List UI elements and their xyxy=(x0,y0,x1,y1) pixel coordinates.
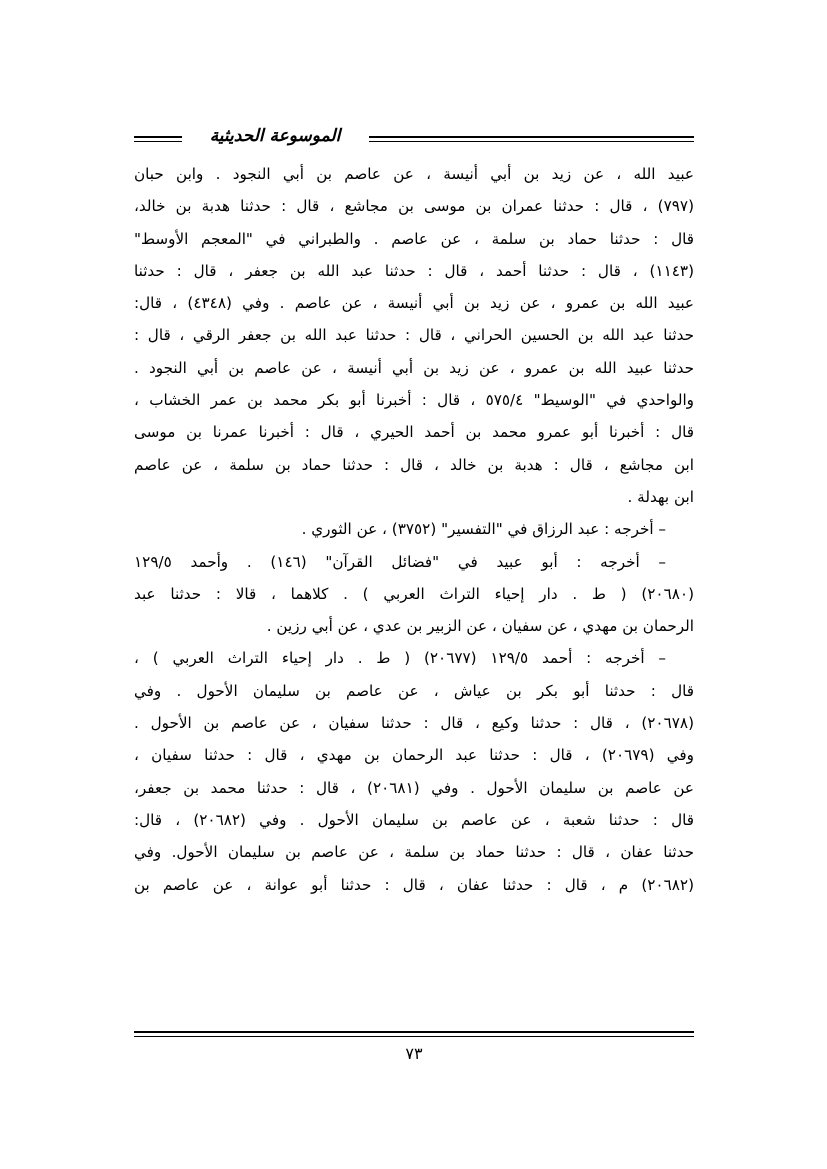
header-rule-right xyxy=(369,136,694,142)
running-header xyxy=(134,128,694,152)
footer-rule xyxy=(134,1031,694,1037)
text-line: قال : حدثنا أبو بكر بن عياش ، عن عاصم بن سليمان الأحول . وفي xyxy=(134,681,694,700)
text-line: حدثنا عفان ، قال : حدثنا حماد بن سلمة ، عن عاصم بن سليمان الأحول. وفي xyxy=(134,843,694,862)
header-rule-left xyxy=(134,136,182,142)
text-line: (٧٩٧) ، قال : حدثنا عمران بن موسى بن مجاشع ، قال : حدثنا هدبة بن خالد، xyxy=(134,197,694,216)
body-text xyxy=(134,158,694,901)
header-title: الموسوعة الحديثية xyxy=(209,126,341,146)
text-line: (٢٠٦٨٠) ( ط . دار إحياء التراث العربي ) . كلاهما ، قالا : حدثنا عبد xyxy=(134,584,694,603)
text-line: عن عاصم بن سليمان الأحول . وفي (٢٠٦٨١) ، قال : حدثنا محمد بن جعفر، xyxy=(134,778,694,797)
text-line: (٢٠٦٧٨) ، قال : حدثنا وكيع ، قال : حدثنا سفيان ، عن عاصم بن الأحول . xyxy=(134,714,694,733)
text-line: (١١٤٣) ، قال : حدثنا أحمد ، قال : حدثنا عبد الله بن جعفر ، قال : حدثنا xyxy=(134,261,694,280)
text-line: ابن بهدلة . xyxy=(627,487,694,506)
text-line: والواحدي في "الوسيط" ٥٧٥/٤ ، قال : أخبرنا أبو بكر محمد بن عمر الخشاب ، xyxy=(134,391,694,410)
text-line: عبيد الله بن عمرو ، عن زيد بن أبي أنيسة ، عن عاصم . وفي (٤٣٤٨) ، قال: xyxy=(134,294,694,313)
text-line: الرحمان بن مهدي ، عن سفيان ، عن الزبير بن عدي ، عن أبي رزين . xyxy=(266,617,694,636)
text-line: (٢٠٦٨٢) م ، قال : حدثنا عفان ، قال : حدثنا أبو عوانة ، عن عاصم بن xyxy=(134,875,694,894)
text-line: قال : حدثنا حماد بن سلمة ، عن عاصم . والطبراني في "المعجم الأوسط" xyxy=(134,229,694,248)
text-line: قال : أخبرنا أبو عمرو محمد بن أحمد الحيري ، قال : أخبرنا عمرنا بن موسى xyxy=(134,423,694,442)
text-line: حدثنا عبيد الله بن عمرو ، عن زيد بن أبي أنيسة ، عن عاصم بن أبي النجود . xyxy=(134,358,694,377)
text-line: ابن مجاشع ، قال : هدبة بن خالد ، قال : حدثنا حماد بن سلمة ، عن عاصم xyxy=(134,455,694,474)
text-line: – أخرجه : أحمد ١٢٩/٥ (٢٠٦٧٧) ( ط . دار إحياء التراث العربي ) ، xyxy=(134,649,666,668)
page-number: ٧٣ xyxy=(405,1044,423,1063)
text-line: قال : حدثنا شعبة ، عن عاصم بن سليمان الأحول . وفي (٢٠٦٨٢) ، قال: xyxy=(134,810,694,829)
text-line: وفي (٢٠٦٧٩) ، قال : حدثنا عبد الرحمان بن مهدي ، قال : حدثنا سفيان ، xyxy=(134,746,694,765)
text-line: – أخرجه : أبو عبيد في "فضائل القرآن" (١٤٦) . وأحمد ١٢٩/٥ xyxy=(134,552,666,571)
text-line: – أخرجه : عبد الرزاق في "التفسير" (٣٧٥٢) ، عن الثوري . xyxy=(301,520,666,539)
text-line: عبيد الله ، عن زيد بن أبي أنيسة ، عن عاصم بن أبي النجود . وابن حبان xyxy=(134,165,694,183)
text-line: حدثنا عبد الله بن الحسين الحراني ، قال : حدثنا عبد الله بن جعفر الرقي ، قال : xyxy=(134,326,694,345)
